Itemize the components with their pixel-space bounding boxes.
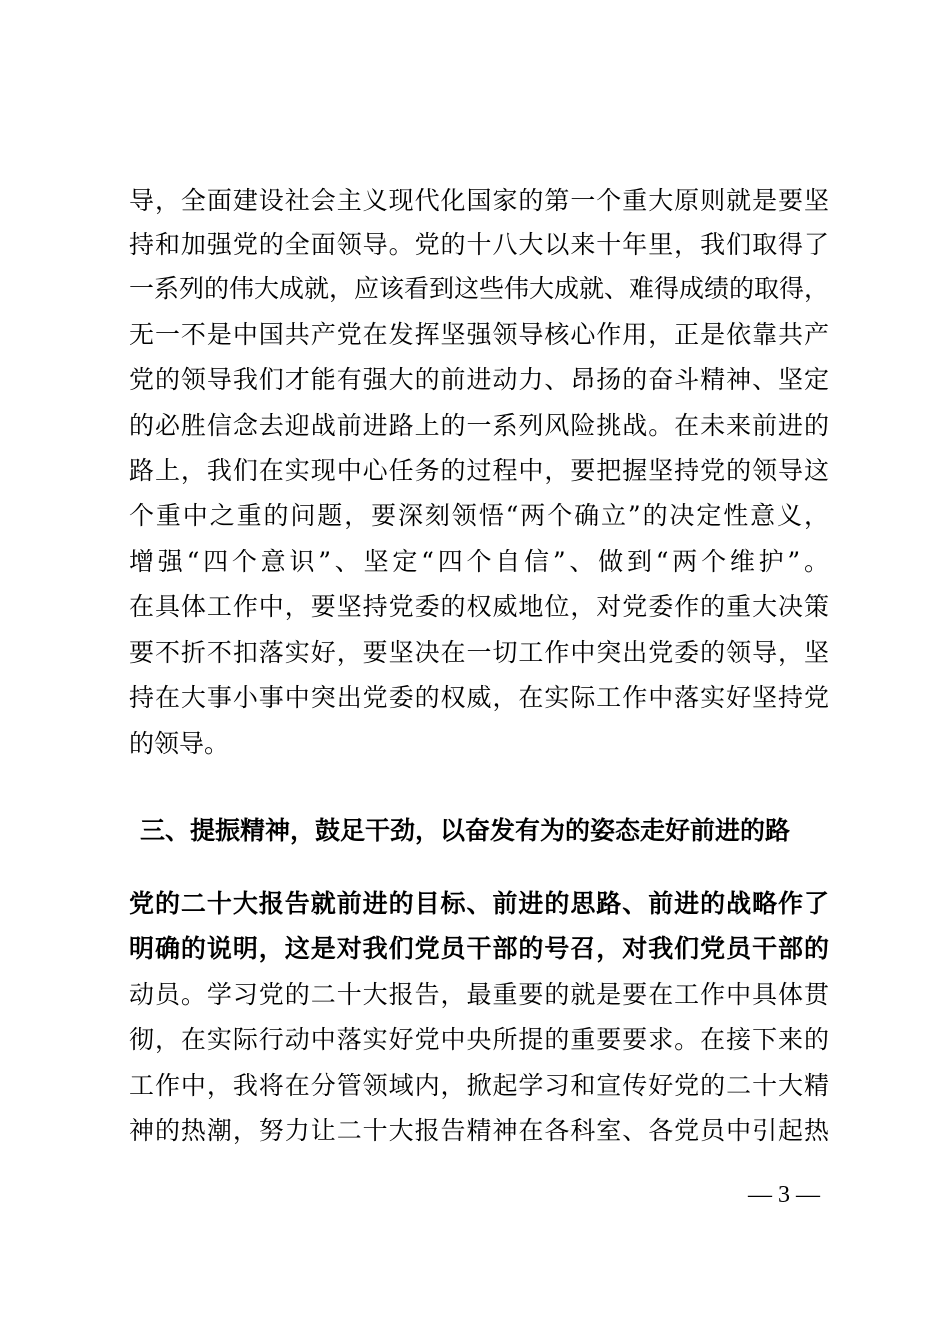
paragraph-2-line-1: 动员。学习党的二十大报告，最重要的就是要在工作中具体贯	[129, 980, 829, 1009]
paragraph-1-line-2: 持和加强党的全面领导。党的十八大以来十年里，我们取得了	[129, 230, 829, 259]
paragraph-1-line-3: 一系列的伟大成就，应该看到这些伟大成就、难得成绩的取得，	[129, 274, 830, 303]
paragraph-1-line-6: 的必胜信念去迎战前进路上的一系列风险挑战。在未来前进的	[129, 411, 829, 440]
section-heading: 三、提振精神，鼓足干劲，以奋发有为的姿态走好前进的路	[140, 816, 791, 845]
paragraph-1-line-5: 党的领导我们才能有强大的前进动力、昂扬的奋斗精神、坚定	[129, 365, 829, 394]
paragraph-1-line-11: 要不折不扣落实好，要坚决在一切工作中突出党委的领导，坚	[129, 638, 829, 667]
paragraph-2-line-4: 神的热潮，努力让二十大报告精神在各科室、各党员中引起热	[129, 1116, 829, 1145]
paragraph-1-line-4: 无一不是中国共产党在发挥坚强领导核心作用，正是依靠共产	[129, 320, 829, 349]
paragraph-1-line-10: 在具体工作中，要坚持党委的权威地位，对党委作的重大决策	[129, 592, 829, 621]
page-number: — 3 —	[748, 1182, 820, 1208]
paragraph-2-line-2: 彻，在实际行动中落实好党中央所提的重要要求。在接下来的	[129, 1025, 829, 1054]
paragraph-1-line-12: 持在大事小事中突出党委的权威，在实际工作中落实好坚持党	[129, 683, 829, 712]
paragraph-1-line-8: 个重中之重的问题，要深刻领悟“两个确立”的决定性意义，	[129, 501, 829, 530]
paragraph-1-line-13: 的领导。	[129, 729, 230, 758]
paragraph-1-line-1: 导，全面建设社会主义现代化国家的第一个重大原则就是要坚	[129, 186, 829, 215]
paragraph-1-line-9: 增强“四个意识”、坚定“四个自信”、做到“两个维护”。	[129, 547, 829, 576]
paragraph-2-bold-line-2: 明确的说明，这是对我们党员干部的号召，对我们党员干部的	[129, 934, 829, 963]
paragraph-1-line-7: 路上，我们在实现中心任务的过程中，要把握坚持党的领导这	[129, 456, 829, 485]
paragraph-2-bold-line-1: 党的二十大报告就前进的目标、前进的思路、前进的战略作了	[129, 889, 829, 918]
paragraph-2-line-3: 工作中，我将在分管领域内，掀起学习和宣传好党的二十大精	[129, 1071, 829, 1100]
